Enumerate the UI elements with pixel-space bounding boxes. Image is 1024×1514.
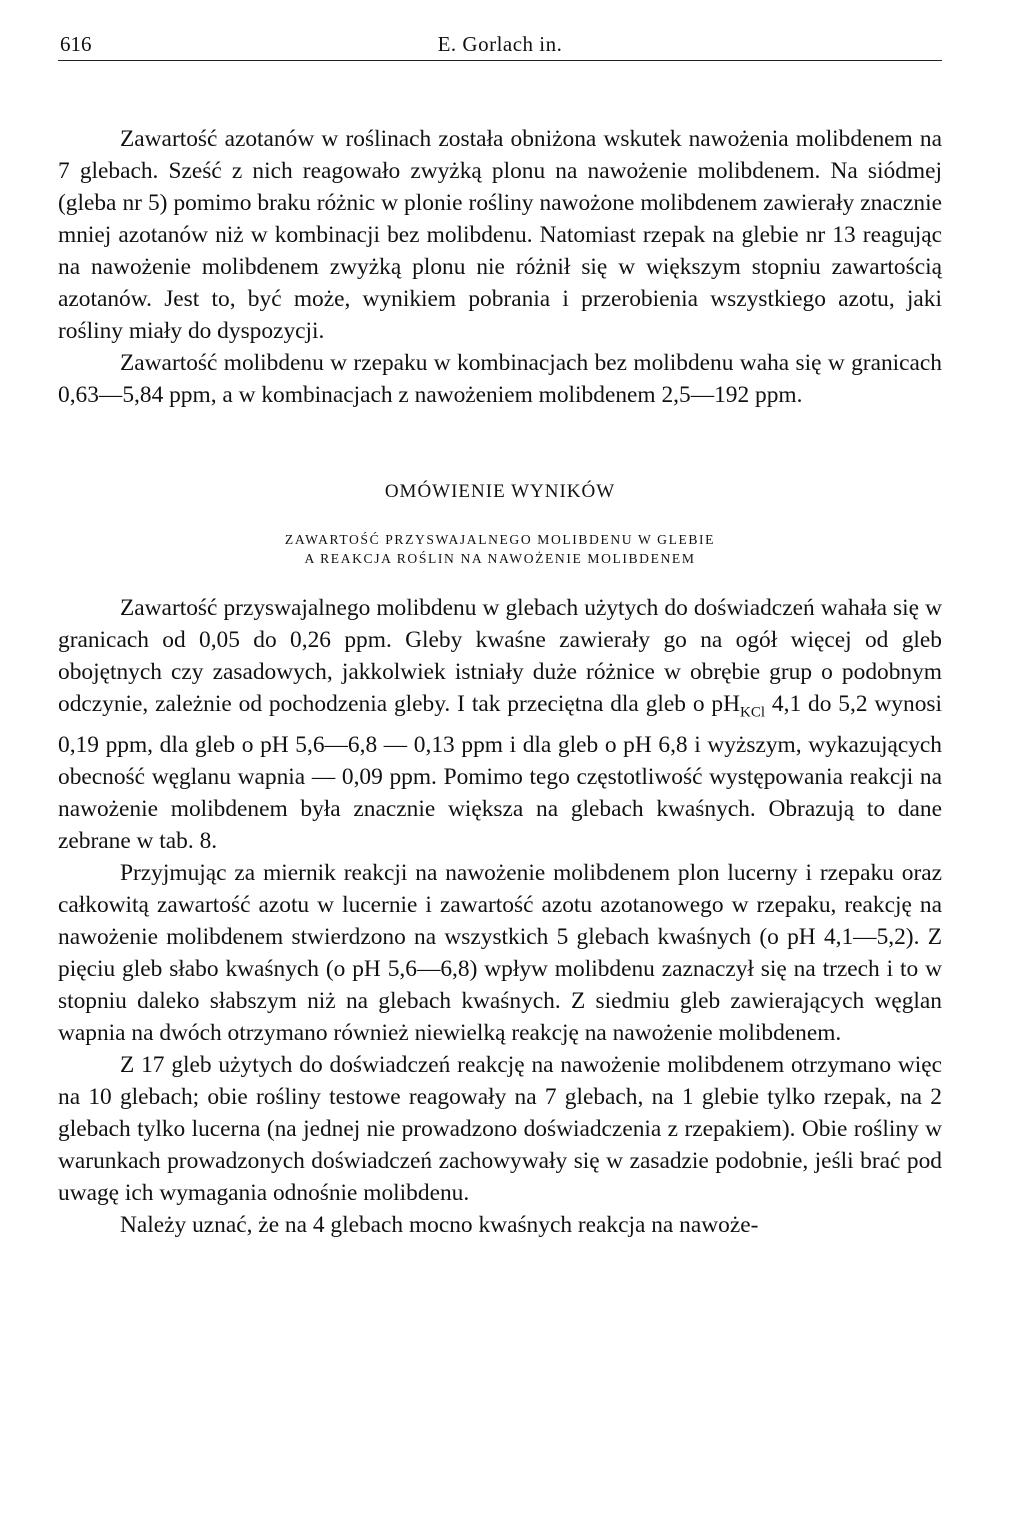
results-continuation xyxy=(58,123,942,411)
paragraph-text-part: Zawartość przyswajalnego molibdenu w glebach użytych do doświadczeń wahała się w granicach od 0,05 do 0,26 ppm. Gleby kwaśne zawierały go na ogół więcej od gleb obojętnych czy zasadowych, jakkolwiek istniały duże różnice w obrębie grup o podobnym odczynie, zależnie od pochodzenia gleby. I tak przeciętna dla gleb o pH xyxy=(58,595,942,717)
running-head xyxy=(58,28,942,60)
paragraph-molybdenum-rapeseed: Zawartość molibdenu w rzepaku w kombinacjach bez molibdenu waha się w granicach 0,63—5,84 ppm, a w kombinacjach z nawożeniem molibdenem 2,5—192 ppm. xyxy=(58,350,942,408)
paragraph-reaction-criteria: Przyjmując za miernik reakcji na nawożenie molibdenem plon lucerny i rzepaku oraz całkowitą zawartość azotu w lucernie i zawartość azotu azotanowego w rzepaku, reakcję na nawożenie molibdenem stwierdzono na wszystkich 5 glebach kwaśnych (o pH 4,1—5,2). Z pięciu gleb słabo kwaśnych (o pH 5,6—6,8) wpływ molibdenu zaznaczył się na trzech i to w stopniu daleko słabszym niż na glebach kwaśnych. Z siedmiu gleb zawierających węglan wapnia na dwóch otrzymano również niewielką reakcję na nawożenie molibdenem. xyxy=(58,859,942,1046)
section-heading: OMÓWIENIE WYNIKÓW xyxy=(384,481,616,502)
paragraph-text-part: 4,1 do 5,2 wynosi 0,19 ppm, dla gleb o pH 5,6—6,8 — 0,13 ppm i dla gleb o pH 6,8 i wyższym, wykazujących obecność węglanu wapnia — 0,09 ppm. Pomimo tego częstotliwość występowania reakcji na nawożenie molibdenem była znacznie większa na glebach kwaśnych. Obrazują to dane zebrane w tab. 8. xyxy=(58,691,942,854)
subheading-line-1: ZAWARTOŚĆ PRZYSWAJALNEGO MOLIBDENU W GLEBIE xyxy=(284,532,716,547)
paragraph-available-molybdenum xyxy=(58,592,942,857)
book-page xyxy=(58,28,942,1241)
paragraph-acid-soils: Należy uznać, że na 4 glebach mocno kwaśnych reakcja na nawoże- xyxy=(120,1211,759,1238)
discussion-body xyxy=(58,592,942,1241)
running-title: E. Gorlach in. xyxy=(437,32,563,56)
ph-subscript: KCl xyxy=(740,704,766,721)
subheading xyxy=(58,530,942,568)
header-rule xyxy=(58,60,942,61)
paragraph-seventeen-soils: Z 17 gleb użytych do doświadczeń reakcję na nawożenie molibdenem otrzymano więc na 10 glebach; obie rośliny testowe reagowały na 7 glebach, na 1 glebie tylko rzepak, na 2 glebach tylko lucerna (na jednej nie prowadzono doświadczenia z rzepakiem). Obie rośliny w warunkach prowadzonych doświadczeń zachowywały się w zasadzie podobnie, jeśli brać pod uwagę ich wymagania odnośnie molibdenu. xyxy=(58,1051,942,1206)
subheading-line-2: A REAKCJA ROŚLIN NA NAWOŻENIE MOLIBDENEM xyxy=(304,551,696,566)
paragraph-nitrates: Zawartość azotanów w roślinach została obniżona wskutek nawożenia molibdenem na 7 glebach. Sześć z nich reagowało zwyżką plonu na nawożenie molibdenem. Na siódmej (gleba nr 5) pomimo braku różnic w plonie rośliny nawożone molibdenem zawierały znacznie mniej azotanów niż w kombinacji bez molibdenu. Natomiast rzepak na glebie nr 13 reagując na nawożenie molibdenem zwyżką plonu nie różnił się w większym stopniu zawartością azotanów. Jest to, być może, wynikiem pobrania i przerobienia wszystkiego azotu, jaki rośliny miały do dyspozycji. xyxy=(58,126,942,344)
page-number: 616 xyxy=(60,32,92,56)
